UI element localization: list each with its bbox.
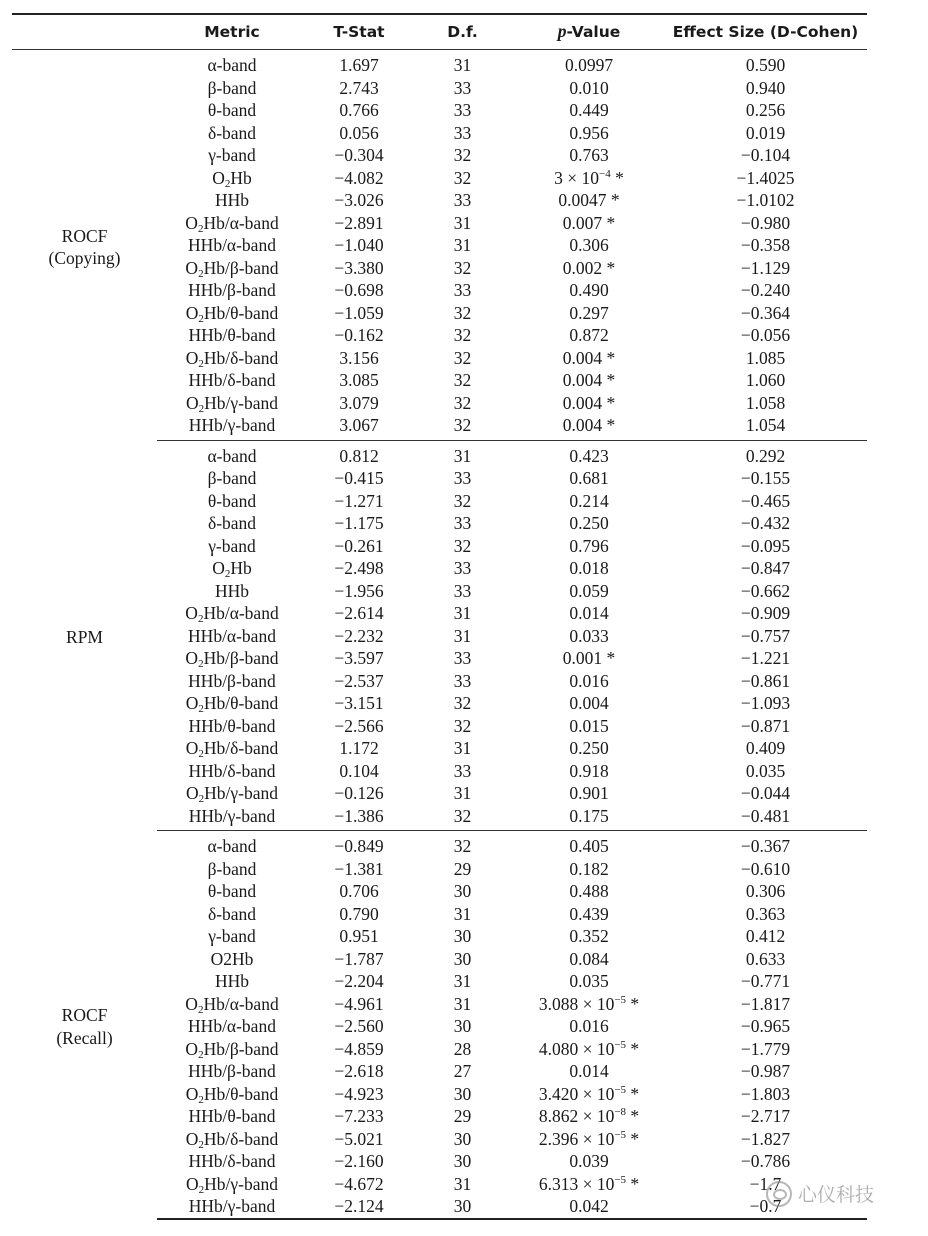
group-label-line: RPM — [66, 627, 103, 647]
df-cell: 31 — [453, 625, 472, 646]
df-cell: 33 — [453, 122, 472, 143]
metric-cell: $O_2Hb/\delta$-band — [185, 347, 279, 370]
df-cell: 31 — [453, 738, 472, 758]
effect-size-cell: 1.060 — [745, 370, 786, 390]
metric-cell: δ-band — [207, 122, 257, 143]
metric-cell: $O_2Hb/\alpha$-band — [185, 603, 279, 625]
t-stat-cell: −0.698 — [334, 280, 384, 300]
df-cell: 31 — [453, 55, 472, 75]
t-stat-cell: −2.232 — [334, 625, 384, 646]
p-value-cell: 0.001 * — [562, 648, 616, 668]
df-cell: 31 — [453, 603, 472, 623]
df-cell: 30 — [453, 926, 472, 946]
p-value-cell: 0.002 * — [562, 257, 616, 278]
effect-size-cell: 0.409 — [745, 738, 786, 758]
df-cell: 32 — [453, 257, 472, 278]
metric-cell: HHb/α-band — [188, 625, 276, 646]
effect-size-cell: −0.7 — [664, 1195, 867, 1219]
p-value-cell: 0.004 * — [514, 414, 664, 440]
effect-size-cell: −0.044 — [740, 783, 791, 803]
t-stat-cell: −0.162 — [334, 325, 384, 345]
t-stat-cell: 0.790 — [339, 903, 379, 924]
t-stat-cell: −0.304 — [334, 145, 384, 165]
t-stat-cell: 0.766 — [339, 100, 379, 120]
wechat-logo-icon — [766, 1181, 792, 1207]
df-cell: 32 — [453, 347, 472, 368]
effect-size-cell: −0.610 — [740, 858, 791, 879]
t-stat-cell: −0.126 — [334, 783, 384, 803]
effect-size-cell: 0.292 — [745, 445, 786, 466]
effect-size-cell: −0.786 — [740, 1151, 791, 1171]
df-cell: 32 — [453, 490, 472, 511]
metric-cell: $O_2Hb/\alpha$-band — [185, 993, 279, 1016]
metric-cell: O2Hb — [210, 948, 254, 969]
metric-cell: HHb/θ-band — [188, 325, 276, 345]
metric-cell: $O_2Hb/\delta$-band — [185, 738, 279, 760]
effect-size-cell: 0.019 — [745, 122, 786, 143]
statistics-table — [12, 13, 867, 1220]
t-stat-cell: −3.151 — [334, 693, 384, 713]
metric-cell: $O_2Hb/\theta$-band — [185, 693, 279, 715]
t-stat-cell: 3.156 — [339, 347, 379, 368]
metric-cell: α-band — [207, 445, 257, 466]
t-stat-cell: −3.380 — [334, 257, 384, 278]
df-cell: 31 — [453, 1173, 472, 1194]
metric-cell: HHb — [214, 971, 250, 991]
effect-size-cell: 0.412 — [745, 926, 786, 946]
t-stat-cell: 1.172 — [339, 738, 379, 758]
p-value-cell: 0.405 — [569, 836, 609, 856]
group-label-line: (Recall) — [56, 1027, 113, 1048]
metric-cell: $O_2Hb/\theta$-band — [185, 1083, 279, 1106]
t-stat-cell: 0.706 — [339, 881, 379, 901]
metric-cell: γ-band — [208, 926, 256, 946]
metric-cell: $O_2Hb$ — [212, 167, 252, 190]
df-cell: 33 — [453, 190, 472, 210]
df-cell: 30 — [453, 1151, 472, 1171]
p-value-cell: 0.010 — [569, 77, 609, 98]
group-label-line: ROCF — [61, 1005, 108, 1025]
t-stat-cell: −1.956 — [334, 580, 384, 601]
metric-cell: δ-band — [207, 903, 257, 924]
t-stat-cell: 1.697 — [339, 55, 379, 75]
table-body — [12, 50, 867, 1219]
p-value-cell: 0.306 — [569, 235, 609, 255]
t-stat-cell: −2.618 — [334, 1061, 384, 1081]
effect-size-cell: −0.155 — [740, 468, 791, 488]
p-value-cell: 0.004 * — [562, 347, 616, 368]
effect-size-cell: −0.104 — [740, 145, 791, 165]
p-value-cell: $4.080 \times 10^{-5}$ * — [538, 1038, 640, 1059]
effect-size-cell: 1.058 — [745, 392, 786, 413]
group-label — [12, 831, 157, 1219]
effect-size-cell: −1.817 — [740, 993, 791, 1014]
df-cell: 32 — [453, 302, 472, 323]
effect-size-cell: 0.035 — [745, 760, 786, 781]
df-cell: 32 — [453, 167, 472, 188]
p-value-cell: 0.796 — [569, 535, 609, 556]
effect-size-cell: −1.7 — [749, 1173, 782, 1194]
effect-size-cell: 0.256 — [745, 100, 786, 120]
table-row — [12, 50, 867, 77]
t-stat-cell: −2.204 — [334, 971, 384, 991]
effect-size-cell: −0.757 — [740, 625, 791, 646]
t-stat-cell: −2.498 — [334, 558, 384, 578]
df-cell: 33 — [453, 77, 472, 98]
t-stat-cell: 3.067 — [307, 414, 411, 440]
effect-size-cell: −0.861 — [740, 670, 791, 691]
metric-cell: HHb — [214, 190, 250, 210]
p-value-cell: 0.039 — [569, 1151, 609, 1171]
metric-cell: HHb/β-band — [188, 1061, 276, 1081]
table-row — [12, 440, 867, 467]
df-cell: 31 — [453, 971, 472, 991]
p-value-cell: 0.035 — [569, 971, 609, 991]
t-stat-cell: 0.812 — [339, 445, 379, 466]
p-value-cell: $3 \times 10^{-4}$ * — [554, 167, 624, 188]
p-value-cell: 0.004 * — [562, 370, 616, 390]
effect-size-cell: −0.965 — [740, 1016, 791, 1036]
df-cell: 32 — [453, 836, 472, 856]
metric-cell: $O_2Hb/\gamma$-band — [186, 1173, 278, 1196]
t-stat-cell: −2.537 — [334, 670, 384, 691]
df-cell: 30 — [453, 881, 472, 901]
metric-cell: θ-band — [207, 881, 257, 901]
p-value-cell: 0.214 — [569, 490, 609, 511]
t-stat-cell: −0.849 — [334, 836, 384, 856]
effect-size-cell: −0.432 — [740, 513, 791, 533]
p-value-cell: 0.0997 — [564, 55, 614, 75]
metric-cell: $O_2Hb$ — [212, 558, 252, 580]
metric-cell: HHb/γ-band — [157, 1195, 307, 1219]
df-cell: 31 — [453, 903, 472, 924]
t-stat-cell: −1.175 — [334, 513, 384, 533]
p-value-cell: 0.033 — [569, 625, 609, 646]
t-stat-cell: −4.961 — [334, 993, 384, 1014]
p-value-cell: 0.084 — [569, 948, 609, 969]
p-value-cell: 0.004 * — [562, 392, 616, 413]
effect-size-cell: −1.803 — [740, 1083, 791, 1104]
df-cell: 30 — [453, 948, 472, 969]
t-stat-cell: −2.560 — [334, 1016, 384, 1036]
df-cell: 30 — [453, 1128, 472, 1149]
t-stat-cell: 3.085 — [339, 370, 379, 390]
effect-size-cell: 0.363 — [745, 903, 786, 924]
df-cell: 32 — [453, 535, 472, 556]
t-stat-cell: −7.233 — [334, 1106, 384, 1126]
df-cell: 30 — [453, 1016, 472, 1036]
df-cell: 33 — [453, 468, 472, 488]
header-t-stat: T-Stat — [307, 14, 411, 50]
p-value-cell: 0.488 — [569, 881, 609, 901]
metric-cell: θ-band — [207, 490, 257, 511]
metric-cell: HHb/α-band — [188, 235, 276, 255]
p-value-cell: 0.016 — [569, 670, 609, 691]
metric-cell: δ-band — [207, 513, 257, 533]
effect-size-cell: −0.909 — [740, 603, 791, 623]
df-cell: 28 — [453, 1038, 472, 1059]
p-value-cell: 0.250 — [569, 738, 609, 758]
watermark — [766, 1180, 874, 1207]
metric-cell: HHb/δ-band — [188, 1151, 276, 1171]
effect-size-cell: −0.465 — [740, 490, 791, 511]
df-cell: 27 — [453, 1061, 472, 1081]
effect-size-cell: −0.987 — [740, 1061, 791, 1081]
effect-size-cell: −1.827 — [740, 1128, 791, 1149]
p-value-cell: 0.014 — [569, 1061, 609, 1081]
metric-cell: $O_2Hb/\delta$-band — [185, 1128, 279, 1151]
effect-size-cell: 0.590 — [745, 55, 786, 75]
p-value-cell: 0.297 — [569, 302, 609, 323]
df-cell: 29 — [453, 858, 472, 879]
metric-cell: HHb — [214, 580, 250, 601]
metric-cell: γ-band — [208, 535, 256, 556]
group-label — [12, 440, 157, 831]
header-metric: Metric — [157, 14, 307, 50]
t-stat-cell: −2.124 — [307, 1195, 411, 1219]
t-stat-cell: −4.859 — [334, 1038, 384, 1059]
p-value-cell: 0.763 — [569, 145, 609, 165]
metric-cell: $O_2Hb/\gamma$-band — [186, 392, 278, 415]
t-stat-cell: 0.951 — [339, 926, 379, 946]
t-stat-cell: −0.415 — [334, 468, 384, 488]
effect-size-cell: −0.364 — [740, 302, 791, 323]
effect-size-cell: 1.054 — [664, 414, 867, 440]
header-group — [12, 14, 157, 50]
effect-size-cell: −1.093 — [740, 693, 791, 713]
header-row — [12, 14, 867, 50]
metric-cell: $O_2Hb/\beta$-band — [185, 257, 279, 280]
metric-cell: $O_2Hb/\beta$-band — [185, 1038, 279, 1061]
df-cell: 31 — [453, 783, 472, 803]
t-stat-cell: −2.160 — [334, 1151, 384, 1171]
effect-size-cell: −0.662 — [740, 580, 791, 601]
effect-size-cell: −1.221 — [740, 648, 791, 668]
df-cell: 33 — [453, 100, 472, 120]
t-stat-cell: −1.381 — [334, 858, 384, 879]
df-cell: 31 — [453, 235, 472, 255]
effect-size-cell: −0.367 — [740, 836, 791, 856]
p-value-cell: 0.449 — [569, 100, 609, 120]
group-label-line: (Copying) — [48, 248, 121, 268]
metric-cell: HHb/α-band — [188, 1016, 276, 1036]
effect-size-cell: −0.358 — [740, 235, 791, 255]
group-label — [12, 50, 157, 441]
df-cell: 29 — [453, 1106, 472, 1126]
t-stat-cell: −4.672 — [334, 1173, 384, 1194]
t-stat-cell: −1.271 — [334, 490, 384, 511]
effect-size-cell: −0.980 — [740, 212, 791, 233]
df-cell: 30 — [453, 1083, 472, 1104]
effect-size-cell: −0.771 — [740, 971, 791, 991]
effect-size-cell: −1.4025 — [736, 167, 795, 188]
p-value-cell: $3.420 \times 10^{-5}$ * — [538, 1083, 640, 1104]
metric-cell: $O_2Hb/\alpha$-band — [185, 212, 279, 235]
t-stat-cell: −3.597 — [334, 648, 384, 668]
effect-size-cell: 1.085 — [745, 347, 786, 368]
df-cell: 32 — [453, 325, 472, 345]
t-stat-cell: 0.104 — [339, 760, 379, 781]
p-value-cell: 0.901 — [569, 783, 609, 803]
p-value-cell: 0.175 — [514, 805, 664, 831]
header-p-value: p-Value — [514, 14, 664, 50]
metric-cell: HHb/γ-band — [157, 414, 307, 440]
t-stat-cell: −1.059 — [334, 302, 384, 323]
p-value-cell: 0.872 — [569, 325, 609, 345]
df-cell: 33 — [453, 580, 472, 601]
t-stat-cell: −1.040 — [334, 235, 384, 255]
metric-cell: α-band — [207, 836, 257, 856]
effect-size-cell: −0.847 — [740, 558, 791, 578]
effect-size-cell: −0.240 — [740, 280, 791, 300]
df-cell: 32 — [411, 414, 514, 440]
p-value-cell: 0.004 — [569, 693, 609, 713]
df-cell: 31 — [453, 993, 472, 1014]
metric-cell: β-band — [207, 468, 257, 488]
p-value-cell: 0.018 — [569, 558, 609, 578]
df-cell: 30 — [411, 1195, 514, 1219]
p-value-cell: 0.016 — [569, 1016, 609, 1036]
header-df: D.f. — [411, 14, 514, 50]
df-cell: 32 — [453, 693, 472, 713]
t-stat-cell: −2.614 — [334, 603, 384, 623]
table-row — [12, 831, 867, 858]
metric-cell: $O_2Hb/\theta$-band — [185, 302, 279, 325]
metric-cell: HHb/δ-band — [188, 760, 276, 781]
df-cell: 32 — [453, 715, 472, 736]
effect-size-cell: −0.481 — [664, 805, 867, 831]
effect-size-cell: −1.779 — [740, 1038, 791, 1059]
metric-cell: γ-band — [208, 145, 256, 165]
metric-cell: $O_2Hb/\beta$-band — [185, 648, 279, 670]
p-value-cell: $2.396 \times 10^{-5}$ * — [538, 1128, 640, 1149]
p-value-cell: 0.956 — [569, 122, 609, 143]
metric-cell: HHb/β-band — [188, 670, 276, 691]
p-value-cell: 0.250 — [569, 513, 609, 533]
metric-cell: β-band — [207, 77, 257, 98]
df-cell: 32 — [453, 392, 472, 413]
metric-cell: θ-band — [207, 100, 257, 120]
effect-size-cell: −1.129 — [740, 257, 791, 278]
df-cell: 33 — [453, 760, 472, 781]
df-cell: 32 — [453, 145, 472, 165]
metric-cell: HHb/θ-band — [188, 715, 276, 736]
p-value-cell: 0.490 — [569, 280, 609, 300]
p-value-cell: 0.352 — [569, 926, 609, 946]
t-stat-cell: −1.787 — [334, 948, 384, 969]
df-cell: 33 — [453, 670, 472, 691]
t-stat-cell: 3.079 — [339, 392, 379, 413]
metric-cell: HHb/γ-band — [157, 805, 307, 831]
t-stat-cell: 0.056 — [339, 122, 379, 143]
t-stat-cell: −5.021 — [334, 1128, 384, 1149]
t-stat-cell: 2.743 — [339, 77, 379, 98]
effect-size-cell: −0.871 — [740, 715, 791, 736]
p-value-cell: $3.088 \times 10^{-5}$ * — [538, 993, 640, 1014]
group-label-line: ROCF — [61, 225, 108, 246]
t-stat-cell: −3.026 — [334, 190, 384, 210]
metric-cell: β-band — [207, 858, 257, 879]
df-cell: 32 — [411, 805, 514, 831]
effect-size-cell: 0.306 — [745, 881, 786, 901]
metric-cell: HHb/δ-band — [188, 370, 276, 390]
t-stat-cell: −2.566 — [334, 715, 384, 736]
p-value-cell: 0.014 — [569, 603, 609, 623]
p-value-cell: 0.423 — [569, 445, 609, 466]
p-value-cell: 0.182 — [569, 858, 609, 879]
metric-cell: $O_2Hb/\gamma$-band — [186, 783, 278, 805]
effect-size-cell: −1.0102 — [736, 190, 795, 210]
t-stat-cell: −4.082 — [334, 167, 384, 188]
effect-size-cell: 0.633 — [745, 948, 786, 969]
effect-size-cell: −2.717 — [740, 1106, 791, 1126]
p-value-cell: 0.0047 * — [558, 190, 620, 210]
metric-cell: α-band — [207, 55, 257, 75]
t-stat-cell: −4.923 — [334, 1083, 384, 1104]
t-stat-cell: −2.891 — [334, 212, 384, 233]
df-cell: 31 — [453, 212, 472, 233]
effect-size-cell: −0.095 — [740, 535, 791, 556]
p-value-cell: 0.015 — [569, 715, 609, 736]
effect-size-cell: −0.056 — [740, 325, 791, 345]
df-cell: 33 — [453, 280, 472, 300]
p-value-cell: 0.918 — [569, 760, 609, 781]
df-cell: 33 — [453, 648, 472, 668]
effect-size-cell: 0.940 — [745, 77, 786, 98]
header-effect-size: Effect Size (D-Cohen) — [664, 14, 867, 50]
p-value-cell: 0.042 — [514, 1195, 664, 1219]
watermark-text: 心仪科技 — [798, 1184, 875, 1206]
p-value-cell: 0.059 — [569, 580, 609, 601]
p-value-cell: 0.007 * — [562, 212, 616, 233]
df-cell: 32 — [453, 370, 472, 390]
df-cell: 33 — [453, 558, 472, 578]
p-value-cell: 0.681 — [569, 468, 609, 488]
p-value-cell: $8.862 \times 10^{-8}$ * — [538, 1106, 640, 1126]
t-stat-cell: −0.261 — [334, 535, 384, 556]
metric-cell: HHb/β-band — [188, 280, 276, 300]
t-stat-cell: −1.386 — [307, 805, 411, 831]
p-value-cell: 0.439 — [569, 903, 609, 924]
df-cell: 31 — [453, 445, 472, 466]
df-cell: 33 — [453, 513, 472, 533]
p-value-cell: $6.313 \times 10^{-5}$ * — [538, 1173, 640, 1194]
p-italic: p — [557, 21, 567, 41]
metric-cell: HHb/θ-band — [188, 1106, 276, 1126]
